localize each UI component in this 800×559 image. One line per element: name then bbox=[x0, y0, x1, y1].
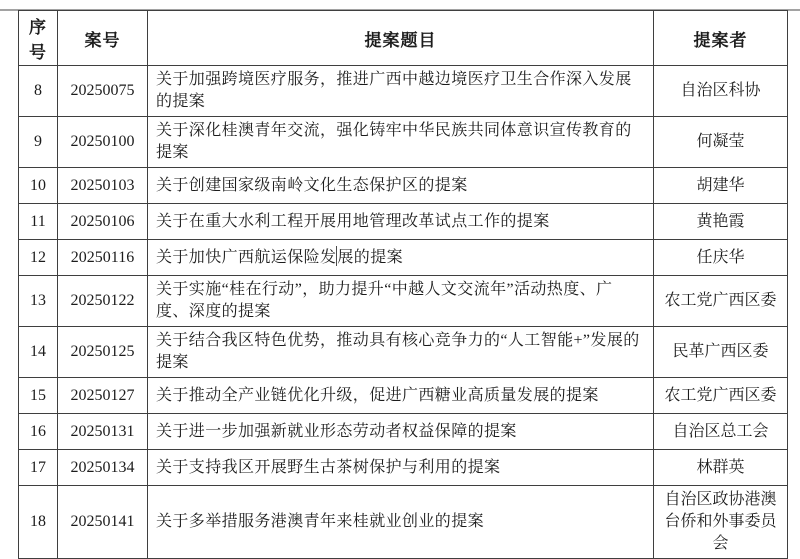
column-header-proposer[interactable]: 提案者 bbox=[654, 11, 788, 66]
proposals-table bbox=[18, 10, 788, 559]
cell-serial-number[interactable]: 9 bbox=[19, 117, 58, 168]
cell-serial-number[interactable]: 13 bbox=[19, 276, 58, 327]
cell-proposer[interactable]: 自治区政协港澳台侨和外事委员会 bbox=[654, 486, 788, 559]
cell-proposer[interactable]: 林群英 bbox=[654, 450, 788, 486]
proposals-table-body bbox=[19, 66, 788, 559]
proposals-table-header bbox=[19, 11, 788, 66]
table-row bbox=[19, 204, 788, 240]
cell-case-number[interactable]: 20250103 bbox=[58, 168, 148, 204]
cell-case-number[interactable]: 20250127 bbox=[58, 378, 148, 414]
cell-serial-number[interactable]: 12 bbox=[19, 240, 58, 276]
cell-proposer[interactable]: 任庆华 bbox=[654, 240, 788, 276]
cell-case-number[interactable]: 20250131 bbox=[58, 414, 148, 450]
table-row bbox=[19, 414, 788, 450]
cell-proposal-title[interactable]: 关于支持我区开展野生古茶树保护与利用的提案 bbox=[148, 450, 654, 486]
cell-case-number[interactable]: 20250116 bbox=[58, 240, 148, 276]
table-row bbox=[19, 276, 788, 327]
cell-proposal-title[interactable]: 关于多举措服务港澳青年来桂就业创业的提案 bbox=[148, 486, 654, 559]
cell-serial-number[interactable]: 14 bbox=[19, 327, 58, 378]
cell-serial-number[interactable]: 8 bbox=[19, 66, 58, 117]
text-cursor-caret bbox=[336, 246, 337, 266]
table-row bbox=[19, 66, 788, 117]
cell-serial-number[interactable]: 18 bbox=[19, 486, 58, 559]
cell-proposal-title[interactable]: 关于加快广西航运保险发展的提案 bbox=[148, 240, 654, 276]
table-row bbox=[19, 486, 788, 559]
cell-serial-number[interactable]: 11 bbox=[19, 204, 58, 240]
cell-proposal-title[interactable]: 关于在重大水利工程开展用地管理改革试点工作的提案 bbox=[148, 204, 654, 240]
cell-proposer[interactable]: 黄艳霞 bbox=[654, 204, 788, 240]
cell-proposer[interactable]: 自治区总工会 bbox=[654, 414, 788, 450]
table-row bbox=[19, 450, 788, 486]
cell-case-number[interactable]: 20250125 bbox=[58, 327, 148, 378]
cell-case-number[interactable]: 20250100 bbox=[58, 117, 148, 168]
cell-serial-number[interactable]: 16 bbox=[19, 414, 58, 450]
cell-proposer[interactable]: 何凝莹 bbox=[654, 117, 788, 168]
cell-proposer[interactable]: 农工党广西区委 bbox=[654, 378, 788, 414]
table-row bbox=[19, 378, 788, 414]
cell-case-number[interactable]: 20250106 bbox=[58, 204, 148, 240]
cell-case-number[interactable]: 20250134 bbox=[58, 450, 148, 486]
cell-proposal-title[interactable]: 关于创建国家级南岭文化生态保护区的提案 bbox=[148, 168, 654, 204]
column-header-title[interactable]: 提案题目 bbox=[148, 11, 654, 66]
cell-proposer[interactable]: 胡建华 bbox=[654, 168, 788, 204]
cell-serial-number[interactable]: 15 bbox=[19, 378, 58, 414]
cell-proposal-title[interactable]: 关于深化桂澳青年交流，强化铸牢中华民族共同体意识宣传教育的提案 bbox=[148, 117, 654, 168]
cell-proposal-title[interactable]: 关于推动全产业链优化升级，促进广西糖业高质量发展的提案 bbox=[148, 378, 654, 414]
cell-proposal-title[interactable]: 关于结合我区特色优势，推动具有核心竞争力的“人工智能+”发展的提案 bbox=[148, 327, 654, 378]
cell-proposal-title[interactable]: 关于实施“桂在行动”，助力提升“中越人文交流年”活动热度、广度、深度的提案 bbox=[148, 276, 654, 327]
table-row bbox=[19, 240, 788, 276]
column-header-serial[interactable]: 序号 bbox=[19, 11, 58, 66]
cell-proposer[interactable]: 自治区科协 bbox=[654, 66, 788, 117]
cell-proposer[interactable]: 民革广西区委 bbox=[654, 327, 788, 378]
table-row bbox=[19, 168, 788, 204]
cell-case-number[interactable]: 20250122 bbox=[58, 276, 148, 327]
cell-case-number[interactable]: 20250141 bbox=[58, 486, 148, 559]
header-row bbox=[19, 11, 788, 66]
cell-proposal-title[interactable]: 关于进一步加强新就业形态劳动者权益保障的提案 bbox=[148, 414, 654, 450]
cell-serial-number[interactable]: 17 bbox=[19, 450, 58, 486]
cell-case-number[interactable]: 20250075 bbox=[58, 66, 148, 117]
column-header-case-number[interactable]: 案号 bbox=[58, 11, 148, 66]
table-row bbox=[19, 327, 788, 378]
cell-proposer[interactable]: 农工党广西区委 bbox=[654, 276, 788, 327]
cell-proposal-title[interactable]: 关于加强跨境医疗服务，推进广西中越边境医疗卫生合作深入发展的提案 bbox=[148, 66, 654, 117]
cell-serial-number[interactable]: 10 bbox=[19, 168, 58, 204]
table-row bbox=[19, 117, 788, 168]
